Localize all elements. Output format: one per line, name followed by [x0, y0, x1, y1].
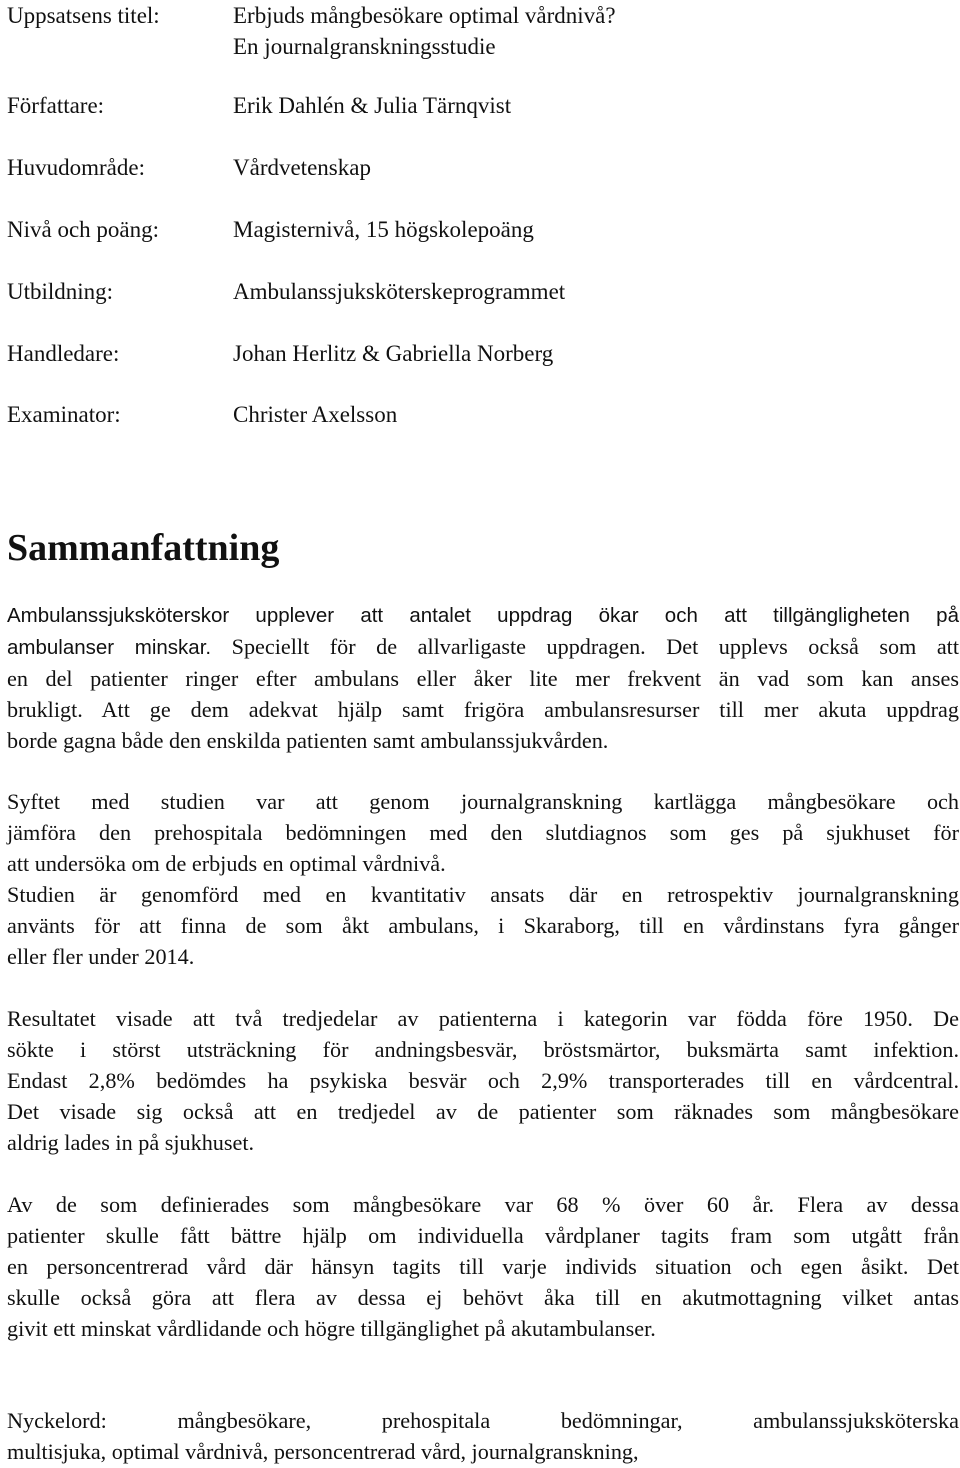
- text-run: brukligt.: [7, 697, 83, 722]
- paragraph-3: [7, 879, 959, 972]
- text-run: Speciellt för de allvarligaste uppdragen.: [231, 634, 646, 659]
- title-line-1: Erbjuds mångbesökare optimal vårdnivå?: [233, 3, 616, 28]
- paragraph-line: sökte i störst utsträckning för andningsbesvär, bröstsmärtor, buksmärta samt infektion.: [7, 1037, 959, 1062]
- meta-value: Vårdvetenskap: [233, 155, 371, 180]
- title-line-2: En journalgranskningsstudie: [233, 34, 496, 59]
- meta-label: Nivå och poäng:: [7, 217, 160, 242]
- meta-value: Johan Herlitz & Gabriella Norberg: [233, 341, 554, 366]
- meta-label: Uppsatsens titel:: [7, 3, 160, 28]
- paragraph-line: givit ett minskat vårdlidande och högre tillgänglighet på akutambulanser.: [7, 1316, 656, 1341]
- paragraph-line: Syftet med studien var att genom journalgranskning kartlägga mångbesökare och: [7, 789, 959, 814]
- paragraph-line: Resultatet visade att två tredjedelar av patienterna i kategorin var födda före 1950. De: [7, 1006, 959, 1031]
- meta-value: Ambulanssjuksköterskeprogrammet: [233, 279, 566, 304]
- paragraph-line: Ambulanssjuksköterskor upplever att antalet uppdrag ökar och att tillgängligheten på: [7, 604, 959, 627]
- meta-label: Huvudområde:: [7, 155, 145, 180]
- paragraph-line: att undersöka om de erbjuds en optimal vårdnivå.: [7, 851, 446, 876]
- paragraph-line: Av de som definierades som mångbesökare var 68 % över 60 år. Flera av dessa: [7, 1192, 959, 1217]
- meta-value: Magisternivå, 15 högskolepoäng: [233, 217, 534, 242]
- meta-value: Christer Axelsson: [233, 402, 398, 427]
- paragraph-1: [7, 600, 959, 756]
- paragraph-line: aldrig lades in på sjukhuset.: [7, 1130, 255, 1155]
- keywords-paragraph: [7, 1405, 959, 1467]
- meta-value: Erik Dahlén & Julia Tärnqvist: [233, 93, 512, 118]
- paragraph-line: eller fler under 2014.: [7, 944, 195, 969]
- paragraph-line: [7, 694, 959, 725]
- paragraph-2: [7, 786, 959, 879]
- meta-label: Utbildning:: [7, 279, 114, 304]
- text-run: Det upplevs också som att: [666, 634, 960, 659]
- paragraph-line: Studien är genomförd med en kvantitativ ansats där en retrospektiv journalgranskning: [7, 882, 959, 907]
- meta-label: Examinator:: [7, 402, 121, 427]
- paragraph-line: använts för att finna de som åkt ambulans, i Skaraborg, till en vårdinstans fyra gånger: [7, 913, 959, 938]
- meta-value: [233, 0, 616, 62]
- meta-label: Författare:: [7, 93, 105, 118]
- section-heading: Sammanfattning: [7, 527, 280, 569]
- paragraph-line: Nyckelord: mångbesökare, prehospitala bedömningar, ambulanssjuksköterska: [7, 1408, 959, 1433]
- paragraph-line: skulle också göra att flera av dessa ej behövt åka till en akutmottagning vilket antas: [7, 1285, 959, 1310]
- paragraph-line: en personcentrerad vård där hänsyn tagits till varje individs situation och egen åsikt. Det: [7, 1254, 959, 1279]
- paragraph-5: [7, 1189, 959, 1344]
- paragraph-line: patienter skulle fått bättre hjälp om individuella vårdplaner tagits fram som utgått från: [7, 1223, 959, 1248]
- paragraph-line: en del patienter ringer efter ambulans eller åker lite mer frekvent än vad som kan anses: [7, 666, 959, 691]
- paragraph-4: [7, 1003, 959, 1158]
- text-run: ambulanser minskar.: [7, 636, 212, 659]
- paragraph-line: Det visade sig också att en tredjedel av de patienter som räknades som mångbesökare: [7, 1099, 959, 1124]
- paragraph-line: [7, 631, 959, 663]
- paragraph-line: multisjuka, optimal vårdnivå, personcentrerad vård, journalgranskning,: [7, 1439, 639, 1464]
- paragraph-line: jämföra den prehospitala bedömningen med den slutdiagnos som ges på sjukhuset för: [7, 820, 959, 845]
- paragraph-line: borde gagna både den enskilda patienten samt ambulanssjukvården.: [7, 728, 609, 753]
- text-run: Att ge dem adekvat hjälp samt frigöra ambulansresurser till mer akuta uppdrag: [101, 697, 959, 722]
- meta-label: Handledare:: [7, 341, 120, 366]
- paragraph-line: Endast 2,8% bedömdes ha psykiska besvär och 2,9% transporterades till en vårdcentral.: [7, 1068, 959, 1093]
